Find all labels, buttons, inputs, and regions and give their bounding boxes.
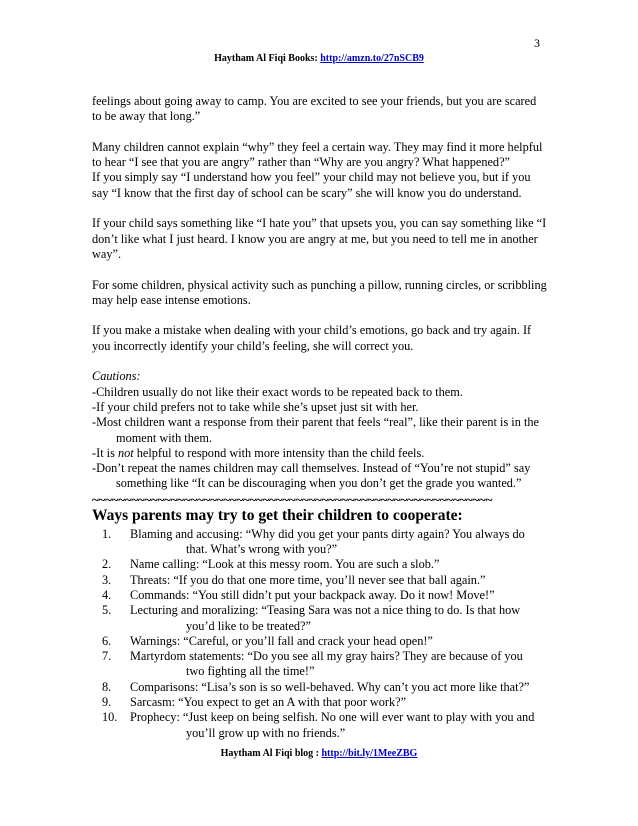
caution-item: -Don’t repeat the names children may call themselves. Instead of “You’re not stupid” say something like “It can be discouraging when you don’t get the grade you wanted.” (92, 461, 531, 491)
list-item: 9. Sarcasm: “You expect to get an A with that poor work?” (102, 694, 407, 709)
paragraph-camp: feelings about going away to camp. You are excited to see your friends, but you are scared to be away that long.” (92, 94, 537, 124)
footer-link[interactable]: http://bit.ly/1MeeZBG (321, 748, 418, 759)
paragraph-hate-you: If your child says something like “I hate you” that upsets you, you can say something like “I don’t like what I just heard. I know you are angry at me, but you need to tell me in another way”. (92, 216, 547, 261)
paragraph-mistake: If you make a mistake when dealing with your child’s emotions, go back and try again. If you incorrectly identify your child’s feeling, she will correct you. (92, 323, 532, 353)
list-item: 5. Lecturing and moralizing: “Teasing Sara was not a nice thing to do. Is that how you’d like to be treated?” (102, 603, 521, 633)
cautions-title: Cautions: (92, 369, 141, 384)
list-item: 7. Martyrdom statements: “Do you see all my gray hairs? They are because of you two fighting all the time!” (102, 649, 523, 679)
list-item: 3. Threats: “If you do that one more time, you’ll never see that ball again.” (102, 572, 486, 587)
section-heading: Ways parents may try to get their children to cooperate: (92, 506, 463, 524)
list-item: 10. Prophecy: “Just keep on being selfish. No one will ever want to play with you and you’ll grow up with no friends.” (102, 710, 535, 740)
caution-item: -Children usually do not like their exact words to be repeated back to them. (92, 384, 463, 399)
paragraph-explain-why: Many children cannot explain “why” they feel a certain way. They may find it more helpful to hear “I see that you are angry” rather than “Why are you angry? What happened?” (92, 139, 543, 170)
list-item: 1. Blaming and accusing: “Why did you get your pants dirty again? You always do that. What’s wrong with you?” (102, 526, 525, 557)
header-link[interactable]: http://amzn.to/27nSCB9 (320, 53, 424, 64)
caution-item: -If your child prefers not to take while she’s upset just sit with her. (92, 399, 419, 414)
paragraph-physical-activity: For some children, physical activity such as punching a pillow, running circles, or scribbling may help ease intense emotions. (92, 277, 547, 307)
list-item: 6. Warnings: “Careful, or you’ll fall and crack your head open!” (102, 633, 433, 648)
list-item: 8. Comparisons: “Lisa’s son is so well-behaved. Why can’t you act more like that?” (102, 679, 530, 694)
divider: ~~~~~~~~~~~~~~~~~~~~~~~~~~~~~~~~~~~~~~~~~~~~~~~~~~~~~~~~~~~~~ (92, 491, 493, 507)
list-item: 4. Commands: “You still didn’t put your backpack away. Do it now! Move!” (102, 587, 495, 602)
list-item: 2. Name calling: “Look at this messy room. You are such a slob.” (102, 557, 440, 572)
header-prefix: Haytham Al Fiqi Books: (214, 53, 321, 64)
caution-item: -It is not helpful to respond with more intensity than the child feels. (92, 445, 425, 460)
paragraph-understand: If you simply say “I understand how you feel” your child may not believe you, but if you say “I know that the first day of school can be scary” she will know you do understand. (92, 170, 531, 200)
document-body (92, 94, 548, 741)
page-number: 3 (534, 36, 540, 50)
caution-item: -Most children want a response from their parent that feels “real”, like their parent is in the moment with them. (92, 415, 539, 445)
page-header (0, 53, 638, 64)
footer-prefix: Haytham Al Fiqi blog : (220, 748, 322, 759)
cooperation-list (92, 527, 548, 741)
page-footer (0, 748, 638, 759)
